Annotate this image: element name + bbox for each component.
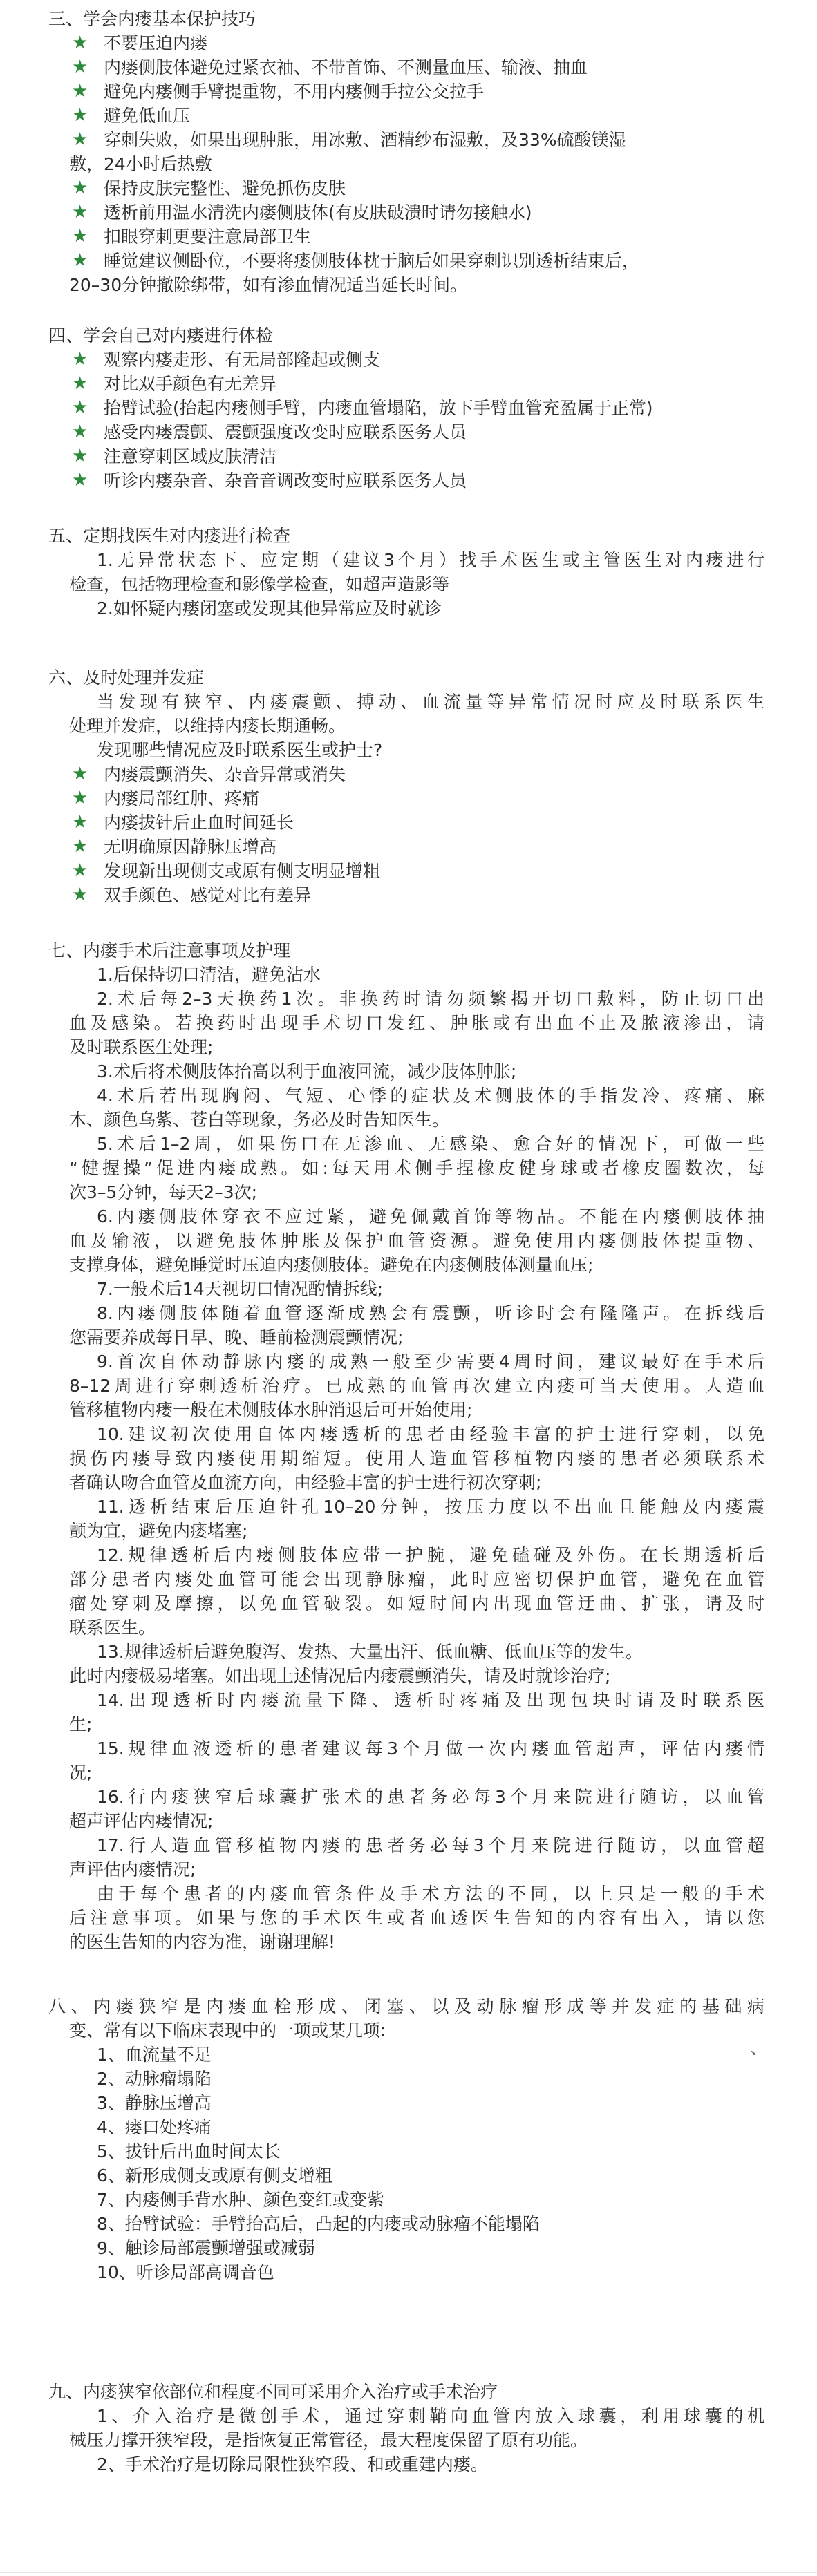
star-icon: ★ [72, 373, 88, 394]
list-item: 7、内瘘侧手背水肿、颜色变红或变紫 [97, 2190, 384, 2210]
paragraph-line: “健握操”促进内瘘成熟。如:每天用术侧手捏橡皮健身球或者橡皮圈数次，每 [69, 1158, 764, 1178]
section-7-heading: 七、内瘘手术后注意事项及护理 [48, 940, 291, 960]
paragraph-line: 16.行内瘘狭窄后球囊扩张术的患者务必每3个月来院进行随访，以血管 [97, 1787, 764, 1807]
section-8 [0, 1994, 817, 2284]
section-3 [0, 7, 817, 297]
list-item: 4、瘘口处疼痛 [97, 2117, 212, 2137]
paragraph-line: 超声评估内瘘情况; [69, 1811, 214, 1831]
list-item: ★ 不要压迫内瘘 [0, 31, 817, 55]
list-item: 5、拔针后出血时间太长 [97, 2141, 281, 2161]
paragraph-line: 4.术后若出现胸闷、气短、心悸的症状及术侧肢体的手指发冷、疼痛、麻 [97, 1086, 764, 1106]
list-item: ★ 对比双手颜色有无差异 [0, 372, 817, 396]
star-icon: ★ [72, 57, 88, 77]
list-item: ★ 感受内瘘震颤、震颤强度改变时应联系医务人员 [0, 420, 817, 444]
star-icon: ★ [72, 226, 88, 247]
list-item: ★ 无明确原因静脉压增高 [0, 835, 817, 859]
paragraph-line: 况; [69, 1763, 93, 1783]
paragraph-line: 1、介入治疗是微创手术，通过穿刺鞘向血管内放入球囊，利用球囊的机 [97, 2406, 764, 2426]
list-item: ★ 内瘘局部红肿、疼痛 [0, 786, 817, 811]
section-9 [0, 2380, 817, 2476]
star-icon: ★ [72, 884, 88, 905]
paragraph-line: 14.出现透析时内瘘流量下降、透析时疼痛及出现包块时请及时联系医 [97, 1690, 764, 1710]
bottom-divider [0, 2572, 817, 2573]
star-icon: ★ [72, 836, 88, 857]
paragraph-line: 检查，包括物理检查和影像学检查，如超声造影等 [69, 574, 450, 594]
section-4 [0, 323, 817, 493]
list-item: 1、血流量不足 、 [0, 2043, 817, 2067]
paragraph-line: 15.规律血液透析的患者建议每3个月做一次内瘘血管超声，评估内瘘情 [97, 1739, 764, 1759]
star-icon: ★ [72, 129, 88, 150]
list-item: ★ 避免内瘘侧手臂提重物，不用内瘘侧手拉公交拉手 [0, 79, 817, 104]
star-icon: ★ [72, 446, 88, 466]
section-5 [0, 524, 817, 621]
star-icon: ★ [72, 397, 88, 418]
star-icon: ★ [72, 105, 88, 126]
star-icon: ★ [72, 349, 88, 370]
paragraph-line: 次3–5分钟，每天2–3次; [69, 1182, 258, 1202]
paragraph-line: 由于每个患者的内瘘血管条件及手术方法的不同，以上只是一般的手术 [97, 1884, 764, 1904]
paragraph-line: 瘤处穿刺及摩擦，以免血管破裂。如短时间内出现血管迂曲、扩张，请及时 [69, 1593, 764, 1613]
paragraph-line: 您需要养成每日早、晚、睡前检测震颤情况; [69, 1327, 404, 1347]
paragraph-line: 血及输液，以避免肢体肿胀及保护血管资源。避免使用内瘘侧肢体提重物、 [69, 1231, 764, 1251]
list-item: ★ 睡觉建议侧卧位，不要将瘘侧肢体枕于脑后如果穿刺识别透析结束后， [0, 249, 817, 273]
paragraph-line: 1.无异常状态下、应定期（建议3个月）找手术医生或主管医生对内瘘进行 [97, 550, 764, 570]
section-6 [0, 665, 817, 907]
paragraph-line: 声评估内瘘情况; [69, 1859, 196, 1879]
list-item: 3、静脉压增高 [97, 2093, 212, 2113]
paragraph-line: 联系医生。 [69, 1618, 156, 1638]
section-4-heading: 四、学会自己对内瘘进行体检 [48, 325, 274, 345]
star-icon: ★ [72, 764, 88, 784]
paragraph-line: 后注意事项。如果与您的手术医生或者血透医生告知的内容有出入，请以您 [69, 1908, 764, 1928]
star-icon: ★ [72, 202, 88, 222]
star-icon: ★ [72, 860, 88, 881]
paragraph-line: 械压力撑开狭窄段，是指恢复正常管径，最大程度保留了原有功能。 [69, 2430, 588, 2450]
paragraph-line: 10.建议初次使用自体内瘘透析的患者由经验丰富的护士进行穿刺，以免 [97, 1424, 764, 1444]
star-icon: ★ [72, 470, 88, 491]
paragraph-line: 12.规律透析后内瘘侧肢体应带一护腕，避免磕碰及外伤。在长期透析后 [97, 1545, 764, 1565]
list-item: 9、触诊局部震颤增强或减弱 [97, 2238, 315, 2258]
paragraph-line: 8.内瘘侧肢体随着血管逐渐成熟会有震颤，听诊时会有隆隆声。在拆线后 [97, 1303, 764, 1323]
section-9-heading: 九、内瘘狭窄依部位和程度不同可采用介入治疗或手术治疗 [48, 2382, 498, 2402]
list-item: ★ 避免低血压 [0, 104, 817, 128]
list-item: ★ 发现新出现侧支或原有侧支明显增粗 [0, 859, 817, 883]
star-icon: ★ [72, 32, 88, 53]
list-item: 10、听诊局部高调音色 [97, 2262, 274, 2282]
list-item: ★ 听诊内瘘杂音、杂音音调改变时应联系医务人员 [0, 468, 817, 493]
list-item: 6、新形成侧支或原有侧支增粗 [97, 2166, 332, 2186]
list-item-continuation: 20–30分钟撤除绑带，如有渗血情况适当延长时间。 [69, 275, 468, 295]
section-5-heading: 五、定期找医生对内瘘进行检查 [48, 526, 291, 546]
section-8-heading: 八、内瘘狭窄是内瘘血栓形成、闭塞、以及动脉瘤形成等并发症的基础病 [48, 1996, 764, 2016]
paragraph-line: 管移植物内瘘一般在术侧肢体水肿消退后可开始使用; [69, 1400, 473, 1420]
list-item: ★ 扣眼穿刺更要注意局部卫生 [0, 225, 817, 249]
star-icon: ★ [72, 81, 88, 102]
paragraph-line: 者确认吻合血管及血流方向，由经验丰富的护士进行初次穿刺; [69, 1472, 542, 1493]
list-item: 8、抬臂试验：手臂抬高后，凸起的内瘘或动脉瘤不能塌陷 [97, 2214, 540, 2234]
list-item: ★ 透析前用温水清洗内瘘侧肢体(有皮肤破溃时请勿接触水) [0, 200, 817, 225]
paragraph-line: 生; [69, 1714, 93, 1734]
paragraph-line: 5.术后1–2周，如果伤口在无渗血、无感染、愈合好的情况下，可做一些 [97, 1134, 764, 1154]
paragraph-line: 9.首次自体动静脉内瘘的成熟一般至少需要4周时间，建议最好在手术后 [97, 1352, 764, 1372]
paragraph-line: 2、手术治疗是切除局限性狭窄段、和或重建内瘘。 [97, 2454, 488, 2474]
paragraph-line: 木、颜色乌紫、苍白等现象，务必及时告知医生。 [69, 1110, 450, 1130]
star-icon: ★ [72, 422, 88, 442]
paragraph-line: 1.后保持切口清洁，避免沾水 [97, 965, 321, 985]
paragraph-line: 8–12周进行穿刺透析治疗。已成熟的血管再次建立内瘘可当天使用。人造血 [69, 1376, 764, 1396]
paragraph-line: 此时内瘘极易堵塞。如出现上述情况后内瘘震颤消失，请及时就诊治疗; [69, 1666, 611, 1686]
section-7 [0, 938, 817, 1954]
paragraph-line: 血及感染。若换药时出现手术切口发红、肿胀或有出血不止及脓液渗出，请 [69, 1013, 764, 1033]
paragraph-line: 的医生告知的内容为准，谢谢理解! [69, 1932, 336, 1952]
stray-mark: 、 [750, 2038, 768, 2058]
paragraph-line: 损伤内瘘导致内瘘使用期缩短。使用人造血管移植物内瘘的患者必须联系术 [69, 1448, 764, 1468]
list-item: ★ 保持皮肤完整性、避免抓伤皮肤 [0, 176, 817, 200]
section-3-heading: 三、学会内瘘基本保护技巧 [48, 9, 256, 29]
paragraph-line: 13.规律透析后避免腹泻、发热、大量出汗、低血糖、低血压等的发生。 [97, 1642, 643, 1662]
list-item: ★ 注意穿刺区域皮肤清洁 [0, 444, 817, 468]
paragraph-line: 17.行人造血管移植物内瘘的患者务必每3个月来院进行随访，以血管超 [97, 1835, 764, 1855]
paragraph-line: 当发现有狭窄、内瘘震颤、搏动、血流量等异常情况时应及时联系医生 [97, 692, 764, 712]
list-item: ★ 观察内瘘走形、有无局部隆起或侧支 [0, 348, 817, 372]
star-icon: ★ [72, 178, 88, 198]
list-item: ★ 双手颜色、感觉对比有差异 [0, 883, 817, 907]
paragraph-line: 处理并发症，以维持内瘘长期通畅。 [69, 716, 346, 736]
star-icon: ★ [72, 250, 88, 271]
star-icon: ★ [72, 788, 88, 808]
list-item: ★ 内瘘震颤消失、杂音异常或消失 [0, 762, 817, 786]
paragraph-line: 6.内瘘侧肢体穿衣不应过紧，避免佩戴首饰等物品。不能在内瘘侧肢体抽 [97, 1206, 764, 1227]
paragraph-line: 及时联系医生处理; [69, 1037, 214, 1057]
list-item: ★ 内瘘侧肢体避免过紧衣袖、不带首饰、不测量血压、输液、抽血 [0, 55, 817, 79]
list-item: ★ 穿刺失败，如果出现肿胀，用冰敷、酒精纱布湿敷，及33%硫酸镁湿 [0, 128, 817, 152]
list-item: ★ 抬臂试验(抬起内瘘侧手臂，内瘘血管塌陷，放下手臂血管充盈属于正常) [0, 396, 817, 420]
paragraph-line: 3.术后将术侧肢体抬高以利于血液回流，减少肢体肿胀; [97, 1061, 517, 1081]
paragraph-line: 2.如怀疑内瘘闭塞或发现其他异常应及时就诊 [97, 598, 442, 618]
paragraph-line: 2.术后每2–3天换药1次。非换药时请勿频繁揭开切口敷料，防止切口出 [97, 989, 764, 1009]
list-item: ★ 内瘘拔针后止血时间延长 [0, 811, 817, 835]
list-item: 2、动脉瘤塌陷 [97, 2069, 212, 2089]
list-item-continuation: 敷，24小时后热敷 [69, 154, 212, 174]
paragraph-line: 11.透析结束后压迫针孔10–20分钟，按压力度以不出血且能触及内瘘震 [97, 1497, 764, 1517]
paragraph-line: 部分患者内瘘处血管可能会出现静脉瘤，此时应密切保护血管，避免在血管 [69, 1569, 764, 1589]
section-8-heading-cont: 变、常有以下临床表现中的一项或某几项: [69, 2020, 386, 2040]
star-icon: ★ [72, 812, 88, 833]
paragraph-line: 颤为宜，避免内瘘堵塞; [69, 1521, 248, 1541]
paragraph-line: 7.一般术后14天视切口情况酌情拆线; [97, 1279, 384, 1299]
paragraph-line: 支撑身体，避免睡觉时压迫内瘘侧肢体。避免在内瘘侧肢体测量血压; [69, 1255, 594, 1275]
paragraph-line: 发现哪些情况应及时联系医生或护士? [97, 740, 383, 760]
section-6-heading: 六、及时处理并发症 [48, 667, 205, 688]
